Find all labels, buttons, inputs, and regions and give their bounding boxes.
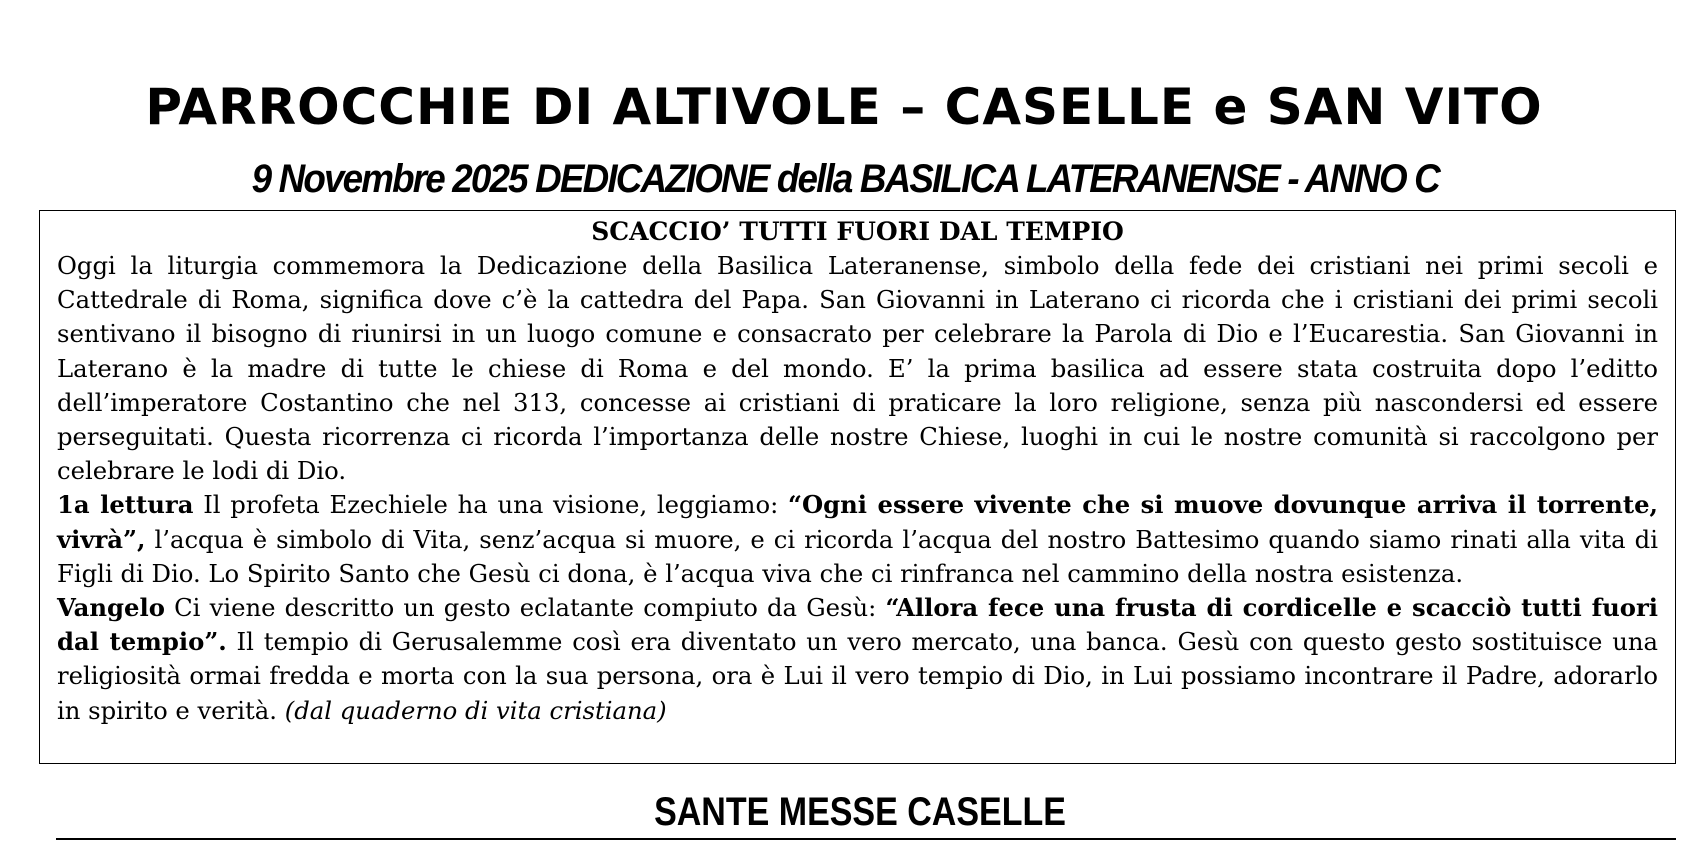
section-divider [56,838,1676,840]
first-reading-quote: “Ogni essere vivente che si muove dovunque arriva il torrente, vivrà”, [57,490,1658,554]
gospel-lead: Ci viene descritto un gesto eclatante compiuto da Gesù: [164,593,886,623]
page-title: PARROCCHIE DI ALTIVOLE – CASELLE e SAN VITO [145,78,1543,136]
first-reading-lead: Il profeta Ezechiele ha una visione, leggiamo: [193,490,788,520]
gospel-text: Il tempio di Gerusalemme così era diventato un vero mercato, una banca. Gesù con questo gesto sostituisce una religiosità ormai fredda e morta con la sua persona, ora è Lui il vero tempio di Dio, in Lui possiamo incontrare il Padre, adorarlo in spirito e verità. [57,627,1658,725]
masses-heading: SANTE MESSE CASELLE [654,790,1066,834]
gospel-label: Vangelo [57,593,165,623]
reflection-box [39,210,1676,764]
reflection-body [57,249,1658,728]
first-reading-text: l’acqua è simbolo di Vita, senz’acqua si muore, e ci ricorda l’acqua del nostro Battesimo quando siamo rinati alla vita di Figli di Dio. Lo Spirito Santo che Gesù ci dona, è l’acqua viva che ci rinfranca nel cammino della nostra esistenza. [57,524,1658,588]
page-subtitle: 9 Novembre 2025 DEDICAZIONE della BASILICA LATERANENSE - ANNO C [251,157,1439,201]
first-reading-paragraph [57,488,1658,591]
gospel-source: (dal quaderno di vita cristiana) [284,695,667,725]
reflection-title: SCACCIO’ TUTTI FUORI DAL TEMPIO [591,217,1124,246]
gospel-quote: “Allora fece una frusta di cordicelle e scacciò tutti fuori dal tempio”. [57,593,1658,657]
intro-paragraph: Oggi la liturgia commemora la Dedicazione della Basilica Lateranense, simbolo della fede dei cristiani nei primi secoli e Cattedrale di Roma, significa dove c’è la cattedra del Papa. San Giovanni in Laterano ci ricorda che i cristiani dei primi secoli sentivano il bisogno di riunirsi in un luogo comune e consacrato per celebrare la Parola di Dio e l’Eucarestia. San Giovanni in Laterano è la madre di tutte le chiese di Roma e del mondo. E’ la prima basilica ad essere stata costruita dopo l’editto dell’imperatore Costantino che nel 313, concesse ai cristiani di praticare la loro religione, senza più nascondersi ed essere perseguitati. Questa ricorrenza ci ricorda l’importanza delle nostre Chiese, luoghi in cui le nostre comunità si raccolgono per celebrare le lodi di Dio. [57,251,1658,486]
gospel-paragraph [57,591,1658,728]
first-reading-label: 1a lettura [57,490,194,520]
